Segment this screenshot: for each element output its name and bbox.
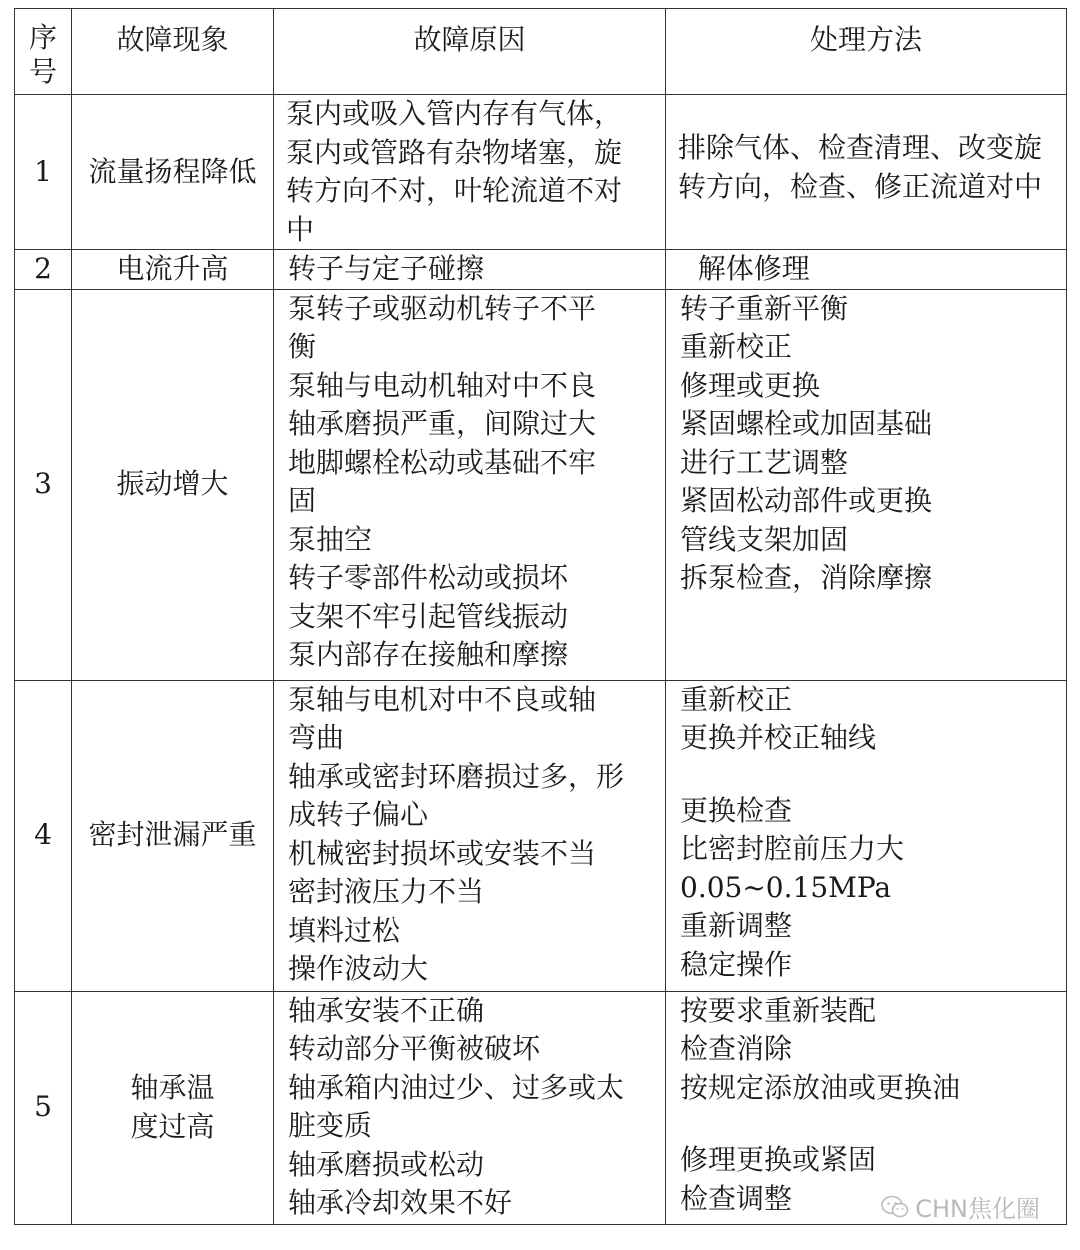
row-symptom: 流量扬程降低 bbox=[72, 95, 274, 250]
cell-line: 泵内或吸入管内存有气体， bbox=[286, 97, 623, 130]
row-symptom bbox=[72, 991, 274, 1224]
fix-lines bbox=[666, 992, 1066, 1219]
fix-lines bbox=[666, 250, 1066, 289]
row-symptom: 电流升高 bbox=[72, 250, 274, 290]
header-no-text: 序 号 bbox=[28, 21, 57, 88]
cell-line: 修理或更换 bbox=[680, 368, 821, 402]
header-symptom: 故障现象 bbox=[72, 9, 274, 95]
cell-line: 操作波动大 bbox=[288, 952, 429, 985]
cell-line: 脏变质 bbox=[288, 1109, 373, 1142]
cell-line: 中 bbox=[286, 212, 315, 246]
watermark-text: CHN焦化圈 bbox=[915, 1195, 1040, 1223]
cell-line: 稳定操作 bbox=[680, 947, 793, 981]
row-no: 3 bbox=[15, 289, 72, 680]
row-fix bbox=[666, 95, 1067, 250]
cell-line: 进行工艺调整 bbox=[680, 445, 849, 479]
cell-line: 地脚螺栓松动或基础不牢 bbox=[288, 445, 597, 479]
cell-line: 比密封腔前压力大 bbox=[680, 832, 905, 865]
cell-line: 轴承安装不正确 bbox=[288, 993, 485, 1027]
row-cause bbox=[274, 680, 666, 991]
fault-table bbox=[14, 8, 1067, 1225]
watermark bbox=[881, 1189, 1040, 1224]
row-cause bbox=[274, 250, 666, 290]
cell-line: 转子与定子碰擦 bbox=[288, 252, 485, 285]
row-fix bbox=[666, 289, 1067, 680]
row-no: 1 bbox=[15, 95, 72, 250]
cell-line: 重新调整 bbox=[680, 909, 793, 942]
cell-line: 检查调整 bbox=[680, 1181, 793, 1215]
cell-line: 转子零部件松动或损坏 bbox=[288, 561, 569, 594]
cell-line: 重新校正 bbox=[680, 330, 793, 363]
cell-line: 转子重新平衡 bbox=[680, 291, 849, 325]
cell-line: 密封液压力不当 bbox=[288, 875, 485, 908]
wechat-icon bbox=[881, 1195, 909, 1219]
cause-lines bbox=[274, 95, 665, 249]
cell-line: 更换并校正轴线 bbox=[680, 721, 877, 754]
cell-line: 泵内部存在接触和摩擦 bbox=[288, 638, 569, 671]
table-row bbox=[15, 250, 1067, 290]
cell-line bbox=[680, 1107, 1066, 1141]
fix-lines bbox=[666, 95, 1066, 206]
row-fix bbox=[666, 250, 1067, 290]
cell-line: 衡 bbox=[288, 330, 317, 363]
cell-line: 重新校正 bbox=[680, 682, 793, 716]
cell-line: 转方向，检查、修正流道对中 bbox=[678, 169, 1043, 203]
cell-line: 泵抽空 bbox=[288, 522, 373, 556]
cell-line: 轴承或密封环磨损过多，形 bbox=[288, 759, 625, 793]
cell-line bbox=[680, 758, 1066, 792]
row-cause bbox=[274, 991, 666, 1224]
cause-lines bbox=[274, 250, 665, 289]
cell-line: 排除气体、检查清理、改变旋 bbox=[678, 131, 1043, 164]
cell-line: 轴承磨损或松动 bbox=[288, 1147, 485, 1181]
cell-line: 成转子偏心 bbox=[288, 798, 429, 831]
header-cause: 故障原因 bbox=[274, 9, 666, 95]
row-cause bbox=[274, 95, 666, 250]
header-fix: 处理方法 bbox=[666, 9, 1067, 95]
row-no: 4 bbox=[15, 680, 72, 991]
cell-line: 管线支架加固 bbox=[680, 522, 849, 556]
cell-line: 0.05~0.15MPa bbox=[680, 870, 892, 904]
symptom-text: 轴承温 度过高 bbox=[130, 1071, 215, 1143]
cell-line: 泵内或管路有杂物堵塞，旋 bbox=[286, 135, 623, 169]
header-no bbox=[15, 9, 72, 95]
row-no: 2 bbox=[15, 250, 72, 290]
cell-line: 轴承箱内油过少、过多或太 bbox=[288, 1070, 625, 1104]
cell-line: 拆泵检查，消除摩擦 bbox=[680, 561, 933, 594]
fix-lines bbox=[666, 290, 1066, 598]
cell-line: 紧固螺栓或加固基础 bbox=[680, 407, 933, 440]
table-row bbox=[15, 680, 1067, 991]
cell-line: 转方向不对，叶轮流道不对 bbox=[286, 174, 623, 207]
cell-line: 轴承冷却效果不好 bbox=[288, 1186, 513, 1219]
cell-line: 泵转子或驱动机转子不平 bbox=[288, 291, 597, 325]
cause-lines bbox=[274, 992, 665, 1223]
row-fix bbox=[666, 680, 1067, 991]
row-symptom: 密封泄漏严重 bbox=[72, 680, 274, 991]
fix-lines bbox=[666, 681, 1066, 985]
cell-line: 按要求重新装配 bbox=[680, 993, 877, 1027]
cell-line bbox=[678, 95, 1066, 129]
table-header-row bbox=[15, 9, 1067, 95]
row-no: 5 bbox=[15, 991, 72, 1224]
table-row bbox=[15, 289, 1067, 680]
cell-line: 固 bbox=[288, 484, 317, 517]
cell-line: 解体修理 bbox=[680, 252, 810, 285]
cell-line: 按规定添放油或更换油 bbox=[680, 1070, 961, 1104]
cause-lines bbox=[274, 290, 665, 675]
cell-line: 修理更换或紧固 bbox=[680, 1143, 877, 1176]
table-row bbox=[15, 95, 1067, 250]
cell-line: 支架不牢引起管线振动 bbox=[288, 599, 569, 633]
row-symptom: 振动增大 bbox=[72, 289, 274, 680]
cell-line: 紧固松动部件或更换 bbox=[680, 484, 933, 517]
row-cause bbox=[274, 289, 666, 680]
cell-line: 机械密封损坏或安装不当 bbox=[288, 836, 597, 870]
cell-line: 泵轴与电机对中不良或轴 bbox=[288, 682, 597, 716]
cell-line: 检查消除 bbox=[680, 1032, 793, 1065]
cell-line: 转动部分平衡被破坏 bbox=[288, 1032, 541, 1065]
cell-line: 轴承磨损严重，间隙过大 bbox=[288, 407, 597, 440]
cause-lines bbox=[274, 681, 665, 989]
cell-line: 弯曲 bbox=[288, 721, 345, 754]
cell-line: 更换检查 bbox=[680, 793, 793, 827]
cell-line: 泵轴与电动机轴对中不良 bbox=[288, 368, 597, 402]
cell-line: 填料过松 bbox=[288, 913, 401, 947]
